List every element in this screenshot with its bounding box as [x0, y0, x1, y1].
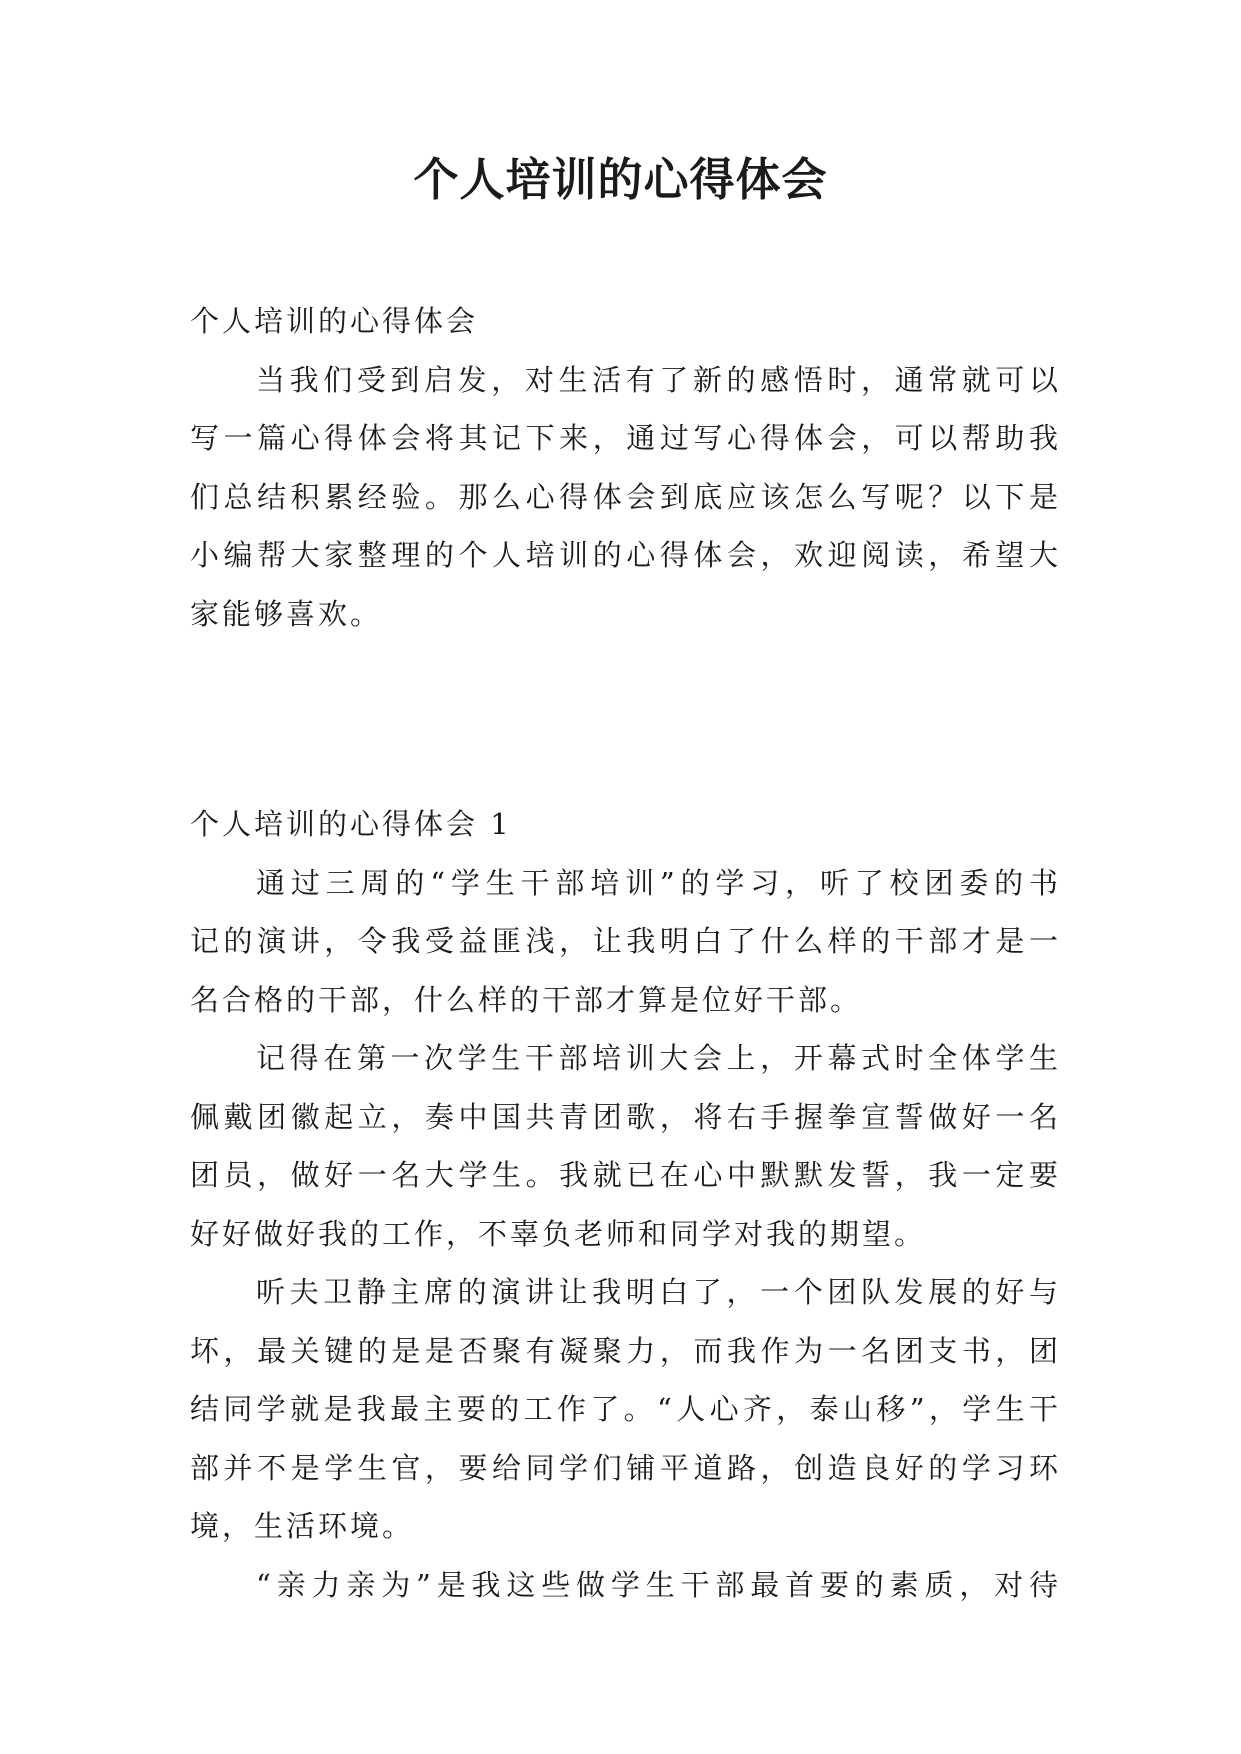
paragraph-line: 写一篇心得体会将其记下来，通过写心得体会，可以帮助我 [190, 421, 1058, 455]
paragraph-line: 团员，做好一名大学生。我就已在心中默默发誓，我一定要 [190, 1158, 1058, 1192]
section-heading: 个人培训的心得体会 1 [190, 807, 512, 841]
paragraph-line: 境，生活环境。 [190, 1509, 415, 1543]
paragraph-line: 当我们受到启发，对生活有了新的感悟时，通常就可以 [256, 362, 1058, 397]
paragraph-line: 坏，最关键的是是否聚有凝聚力，而我作为一名团支书，团 [190, 1333, 1058, 1368]
paragraph-line: 结同学就是我最主要的工作了。“人心齐，泰山移”，学生干 [190, 1392, 1058, 1426]
paragraph-line: “亲力亲为”是我这些做学生干部最首要的素质，对待 [256, 1567, 1058, 1602]
paragraph-line: 们总结积累经验。那么心得体会到底应该怎么写呢？以下是 [190, 479, 1058, 514]
intro-paragraph [190, 351, 1058, 644]
document-body [190, 292, 1058, 1614]
paragraph-line: 好好做好我的工作，不辜负老师和同学对我的期望。 [190, 1216, 927, 1251]
paragraph-line: 佩戴团徽起立，奏中国共青团歌，将右手握拳宣誓做好一名 [190, 1099, 1058, 1134]
paragraph-line: 听夫卫静主席的演讲让我明白了，一个团队发展的好与 [256, 1275, 1058, 1309]
section-paragraph [190, 854, 1058, 1030]
section-paragraph [190, 1263, 1058, 1556]
section-paragraph [190, 1556, 1058, 1615]
paragraph-line: 记得在第一次学生干部培训大会上，开幕式时全体学生 [256, 1041, 1058, 1075]
paragraph-line: 通过三周的“学生干部培训”的学习，听了校团委的书 [256, 865, 1058, 900]
paragraph-line: 小编帮大家整理的个人培训的心得体会，欢迎阅读，希望大 [190, 538, 1058, 572]
section-paragraph [190, 1029, 1058, 1263]
paragraph-line: 部并不是学生官，要给同学们铺平道路，创造良好的学习环 [190, 1450, 1058, 1485]
intro-heading: 个人培训的心得体会 [190, 304, 479, 338]
document-title: 个人培训的心得体会 [413, 153, 828, 206]
paragraph-line: 名合格的干部，什么样的干部才算是位好干部。 [190, 982, 863, 1017]
section-spacer [190, 643, 1058, 795]
paragraph-line: 记的演讲，令我受益匪浅，让我明白了什么样的干部才是一 [190, 924, 1058, 958]
paragraph-line: 家能够喜欢。 [190, 596, 383, 631]
